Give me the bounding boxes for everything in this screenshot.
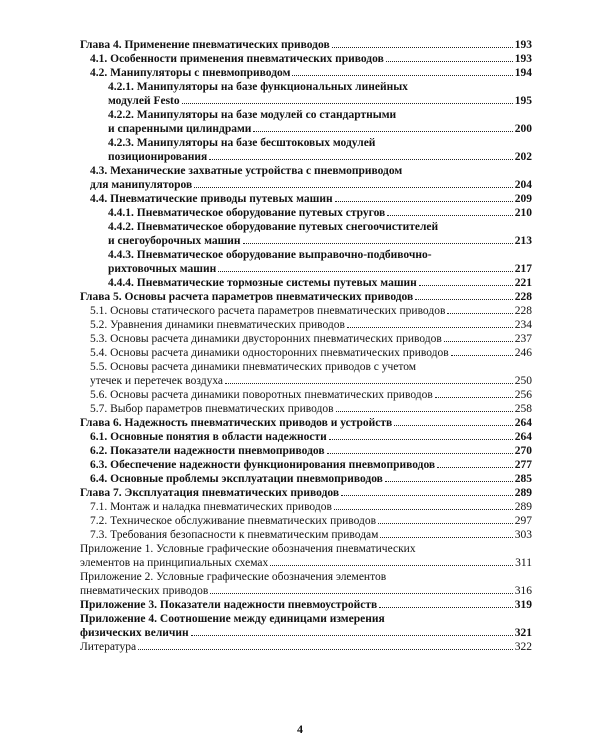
toc-entry [90, 528, 532, 542]
toc-entry-page: 311 [515, 557, 532, 569]
dot-leader [451, 355, 513, 356]
toc-entry-line [90, 388, 532, 402]
toc-entry-line [90, 66, 532, 80]
toc-entry-page: 270 [514, 445, 532, 457]
toc-entry-line [90, 444, 532, 458]
toc-entry-line [90, 514, 532, 528]
toc-entry-title: 5.4. Основы расчета динамики односторонних пневматических приводов [90, 347, 449, 359]
toc-entry-line [90, 528, 532, 542]
toc-entry-title: 6.2. Показатели надежности пневмоприводов [90, 445, 325, 457]
dot-leader [270, 565, 513, 566]
toc-entry-page: 256 [514, 389, 532, 401]
toc-entry [108, 220, 532, 248]
toc-entry-title: модулей Festo [108, 95, 180, 107]
toc-entry-title: 5.2. Уравнения динамики пневматических приводов [90, 319, 345, 331]
dot-leader [444, 341, 513, 342]
toc-entry [90, 164, 532, 192]
dot-leader [210, 593, 512, 594]
toc-entry-page: 194 [514, 67, 532, 79]
toc-entry-page: 289 [514, 487, 532, 499]
dot-leader [386, 61, 513, 62]
toc-entry [108, 136, 532, 164]
toc-entry-line [108, 234, 532, 248]
toc-entry [90, 304, 532, 318]
dot-leader [209, 159, 513, 160]
dot-leader [437, 467, 513, 468]
toc-entry [90, 500, 532, 514]
toc-entry-page: 297 [514, 515, 532, 527]
toc-entry-page: 246 [514, 347, 532, 359]
toc-entry [80, 416, 532, 430]
toc-entry-page: 250 [514, 375, 532, 387]
toc-entry [90, 360, 532, 388]
toc-entry-line [90, 402, 532, 416]
toc-entry-page: 303 [514, 529, 532, 541]
toc-entry-page: 209 [514, 193, 532, 205]
dot-leader [191, 635, 513, 636]
toc-entry-page: 322 [514, 641, 532, 653]
toc-entry-title: 6.1. Основные понятия в области надежности [90, 431, 327, 443]
toc-entry-title: Приложение 3. Показатели надежности пневмоустройств [80, 599, 378, 611]
toc-entry-page: 213 [514, 235, 532, 247]
toc-entry [80, 542, 532, 570]
toc-entry-page: 193 [514, 53, 532, 65]
toc-entry [108, 206, 532, 220]
toc-entry [108, 276, 532, 290]
toc-entry-line [90, 374, 532, 388]
toc-entry [80, 598, 532, 612]
toc-entry-title: Глава 5. Основы расчета параметров пневматических приводов [80, 291, 414, 303]
toc-entry-title: 5.6. Основы расчета динамики поворотных пневматических приводов [90, 389, 433, 401]
toc-entry-page: 204 [514, 179, 532, 191]
toc-entry-title: 4.2.1. Манипуляторы на базе функциональных линейных [108, 81, 408, 93]
dot-leader [335, 201, 513, 202]
toc-entry-page: 285 [514, 473, 532, 485]
toc-entry [90, 332, 532, 346]
toc-entry-line [90, 332, 532, 346]
toc-entry [80, 570, 532, 598]
dot-leader [379, 607, 513, 608]
toc-entry-title: 7.2. Техническое обслуживание пневматических приводов [90, 515, 377, 527]
toc-entry-page: 202 [514, 151, 532, 163]
toc-entry-line [80, 290, 532, 304]
toc-entry-line [108, 206, 532, 220]
dot-leader [218, 271, 513, 272]
toc-entry-title: Приложение 4. Соотношение между единицами измерения [80, 613, 385, 625]
toc-entry-title: 7.3. Требования безопасности к пневматическим приводам [90, 529, 379, 541]
dot-leader [347, 327, 513, 328]
dot-leader [385, 481, 513, 482]
toc-entry-title: 4.4.2. Пневматическое оборудование путевых снегоочистителей [108, 221, 439, 233]
dot-leader [292, 75, 512, 76]
toc-entry-line [108, 94, 532, 108]
toc-entry-page: 321 [514, 627, 532, 639]
toc-entry-line [90, 192, 532, 206]
toc-entry-title: Литература [80, 641, 137, 653]
toc-entry [90, 402, 532, 416]
toc-entry [90, 458, 532, 472]
toc-entry-page: 319 [514, 599, 532, 611]
toc-entry-title: 4.2.3. Манипуляторы на базе бесштоковых модулей [108, 137, 376, 149]
toc-entry-line [108, 122, 532, 136]
toc-entry [80, 486, 532, 500]
dot-leader [194, 187, 513, 188]
toc-entry-title: 7.1. Монтаж и наладка пневматических приводов [90, 501, 332, 513]
toc-entry-title: пневматических приводов [80, 585, 209, 597]
toc-entry-title: 5.1. Основы статического расчета параметров пневматических приводов [90, 305, 446, 317]
toc-entry-page: 228 [514, 291, 532, 303]
toc-entry [90, 66, 532, 80]
toc-entry-page: 234 [514, 319, 532, 331]
dot-leader [415, 299, 513, 300]
toc-entry-page: 217 [514, 263, 532, 275]
dot-leader [327, 453, 513, 454]
toc-entry [90, 514, 532, 528]
toc-entry [80, 290, 532, 304]
toc-entry-title: 5.7. Выбор параметров пневматических приводов [90, 403, 334, 415]
toc-entry [90, 346, 532, 360]
toc-entry-title: физических величин [80, 627, 189, 639]
toc-entry-title: и снегоуборочных машин [108, 235, 241, 247]
dot-leader [341, 495, 513, 496]
dot-leader [336, 411, 513, 412]
toc-entry-line [80, 598, 532, 612]
dot-leader [419, 285, 513, 286]
toc-entry [90, 192, 532, 206]
toc-entry-line [80, 38, 532, 52]
toc-entry-title: 6.4. Основные проблемы эксплуатации пневмоприводов [90, 473, 383, 485]
toc-entry-page: 264 [514, 417, 532, 429]
toc-entry-page: 221 [514, 277, 532, 289]
toc-entry [90, 444, 532, 458]
toc-entry-title: 5.3. Основы расчета динамики двусторонних пневматических приводов [90, 333, 442, 345]
toc-entry-page: 210 [514, 207, 532, 219]
toc-entry [80, 612, 532, 640]
toc-entry [80, 38, 532, 52]
toc-entry-page: 193 [514, 39, 532, 51]
toc-entry-title: 6.3. Обеспечение надежности функционирования пневмоприводов [90, 459, 436, 471]
toc-entry-title: Приложение 2. Условные графические обозначения элементов [80, 571, 387, 583]
toc-entry-title: 4.4.1. Пневматическое оборудование путевых стругов [108, 207, 386, 219]
dot-leader [243, 243, 513, 244]
dot-leader [394, 425, 512, 426]
toc-entry-page: 264 [514, 431, 532, 443]
toc-entry-line [80, 416, 532, 430]
toc-entry-title: 4.2.2. Манипуляторы на базе модулей со стандартными [108, 109, 397, 121]
toc-entry-title: Глава 4. Применение пневматических приводов [80, 39, 330, 51]
toc-entry-page: 277 [514, 459, 532, 471]
toc-entry-page: 200 [514, 123, 532, 135]
dot-leader [378, 523, 513, 524]
toc-entry-title: для манипуляторов [90, 179, 193, 191]
toc-entry-title: Глава 7. Эксплуатация пневматических приводов [80, 487, 340, 499]
toc-entry-line [80, 640, 532, 654]
toc-entry-line [90, 430, 532, 444]
table-of-contents [80, 38, 532, 654]
dot-leader [138, 649, 513, 650]
toc-entry-title: рихтовочных машин [108, 263, 217, 275]
dot-leader [332, 47, 513, 48]
toc-entry-title: 5.5. Основы расчета динамики пневматических приводов с учетом [90, 361, 417, 373]
toc-entry-page: 237 [514, 333, 532, 345]
toc-entry-title: 4.1. Особенности применения пневматических приводов [90, 53, 384, 65]
toc-entry-title: элементов на принципиальных схемах [80, 557, 269, 569]
toc-entry-line [90, 458, 532, 472]
dot-leader [329, 439, 513, 440]
toc-entry-title: 4.4.3. Пневматическое оборудование выправочно-подбивочно- [108, 249, 432, 261]
toc-entry [90, 430, 532, 444]
toc-entry-page: 228 [514, 305, 532, 317]
toc-entry-title: Глава 6. Надежность пневматических приводов и устройств [80, 417, 393, 429]
dot-leader [447, 313, 512, 314]
dot-leader [435, 397, 513, 398]
toc-entry [80, 640, 532, 654]
toc-entry-title: и спаренными цилиндрами [108, 123, 252, 135]
dot-leader [380, 537, 512, 538]
toc-entry-line [90, 178, 532, 192]
toc-entry-line [90, 472, 532, 486]
page-number: 4 [297, 722, 303, 736]
toc-entry-title: 4.3. Механические захватные устройства с пневмоприводом [90, 165, 403, 177]
toc-entry [90, 388, 532, 402]
toc-entry-line [80, 626, 532, 640]
toc-entry-line [90, 318, 532, 332]
toc-entry [90, 472, 532, 486]
toc-entry [108, 80, 532, 108]
toc-entry-line [90, 52, 532, 66]
toc-entry-line [90, 346, 532, 360]
toc-entry-title: утечек и перетечек воздуха [90, 375, 224, 387]
toc-entry-title: 4.2. Манипуляторы с пневмоприводом [90, 67, 291, 79]
dot-leader [225, 383, 513, 384]
toc-entry-line [108, 150, 532, 164]
toc-entry-line [108, 262, 532, 276]
toc-entry-page: 195 [514, 95, 532, 107]
toc-entry-line [80, 584, 532, 598]
dot-leader [387, 215, 513, 216]
toc-entry-title: 4.4. Пневматические приводы путевых машин [90, 193, 333, 205]
toc-entry-page: 258 [514, 403, 532, 415]
dot-leader [182, 103, 513, 104]
toc-entry-line [90, 304, 532, 318]
toc-entry-page: 316 [514, 585, 532, 597]
toc-entry-title: позиционирования [108, 151, 208, 163]
toc-entry-line [108, 276, 532, 290]
toc-entry-line [90, 500, 532, 514]
toc-entry [108, 108, 532, 136]
toc-entry-title: 4.4.4. Пневматические тормозные системы путевых машин [108, 277, 417, 289]
dot-leader [253, 131, 512, 132]
toc-entry [90, 318, 532, 332]
toc-entry [108, 248, 532, 276]
dot-leader [334, 509, 513, 510]
toc-entry-line [80, 486, 532, 500]
toc-entry-line [80, 556, 532, 570]
toc-entry-page: 289 [514, 501, 532, 513]
toc-entry-title: Приложение 1. Условные графические обозначения пневматических [80, 543, 416, 555]
toc-entry [90, 52, 532, 66]
